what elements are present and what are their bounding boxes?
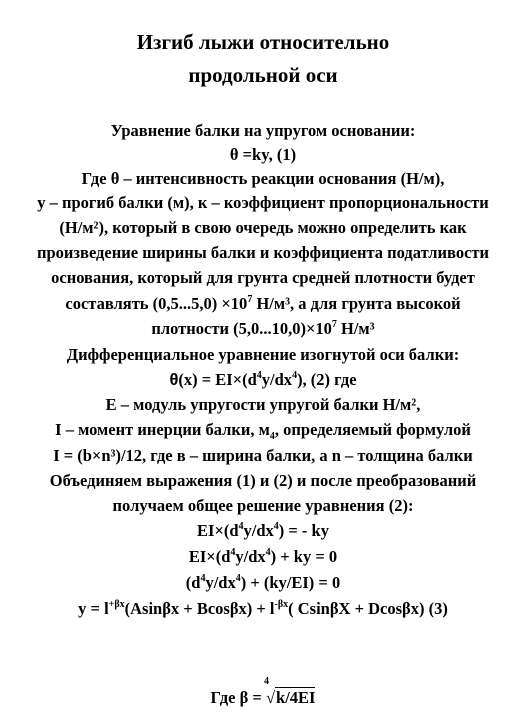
text-line: плотности $(5,0...10,0)\times 10^7$ Н/м³	[151, 318, 375, 338]
equation-line: $EI\times(d^4y/dx^4)$ = - ky	[197, 520, 329, 540]
beta-formula: Где β = 4 √k/4EI	[210, 676, 316, 707]
equation-3: $y = l^{+\beta x}(Asin\beta x + Bcos\beta x) + l^{-\beta x}$( CsinβX + Dcosβx) (3)	[78, 598, 448, 618]
root-sign: 4 √k/4EI	[263, 676, 316, 707]
text-line: Е – модуль упругости упругой балки Н/м²,	[105, 395, 421, 414]
text-line: I = (b×n³)/12, где в – ширина балки, а n – толщина балки	[53, 446, 473, 465]
equation-line: $EI\times(d^4y/dx^4)$ + ky = 0	[188, 546, 338, 566]
equation-line: $(d^4y/dx^4) + (ky/EI) = 0$	[185, 572, 341, 592]
title-line-1: Изгиб лыжи относительно	[136, 30, 390, 54]
text-line: основания, который для грунта средней плотности будет	[51, 268, 475, 287]
text-line: Объединяем выражения (1) и (2) и после преобразований	[49, 471, 477, 490]
text-line: Уравнение балки на упругом основании:	[110, 121, 416, 140]
text-line: составлять $(0,5...5,0) \times 10^7$ Н/м³, а для грунта высокой	[65, 293, 461, 313]
text-line: (Н/м²), который в свою очередь можно определить как	[59, 218, 467, 237]
equation-1: θ =ky, (1)	[229, 145, 297, 164]
title-line-2: продольной оси	[188, 63, 338, 87]
text-line: произведение ширины балки и коэффициента податливости	[36, 243, 490, 262]
equation-2: $\theta(x) = EI\times(d^4y/dx^4)$, (2) где	[169, 369, 357, 389]
text-line: Дифференциальное уравнение изогнутой оси балки:	[66, 345, 460, 364]
text-line: получаем общее решение уравнения (2):	[112, 496, 414, 515]
text-line: Где θ – интенсивность реакции основания (Н/м),	[81, 169, 445, 188]
text-line: у – прогиб балки (м), к – коэффициент пропорциональности	[37, 193, 489, 212]
text-line: I – момент инерции балки, $м_4$, определяемый формулой	[55, 420, 471, 443]
